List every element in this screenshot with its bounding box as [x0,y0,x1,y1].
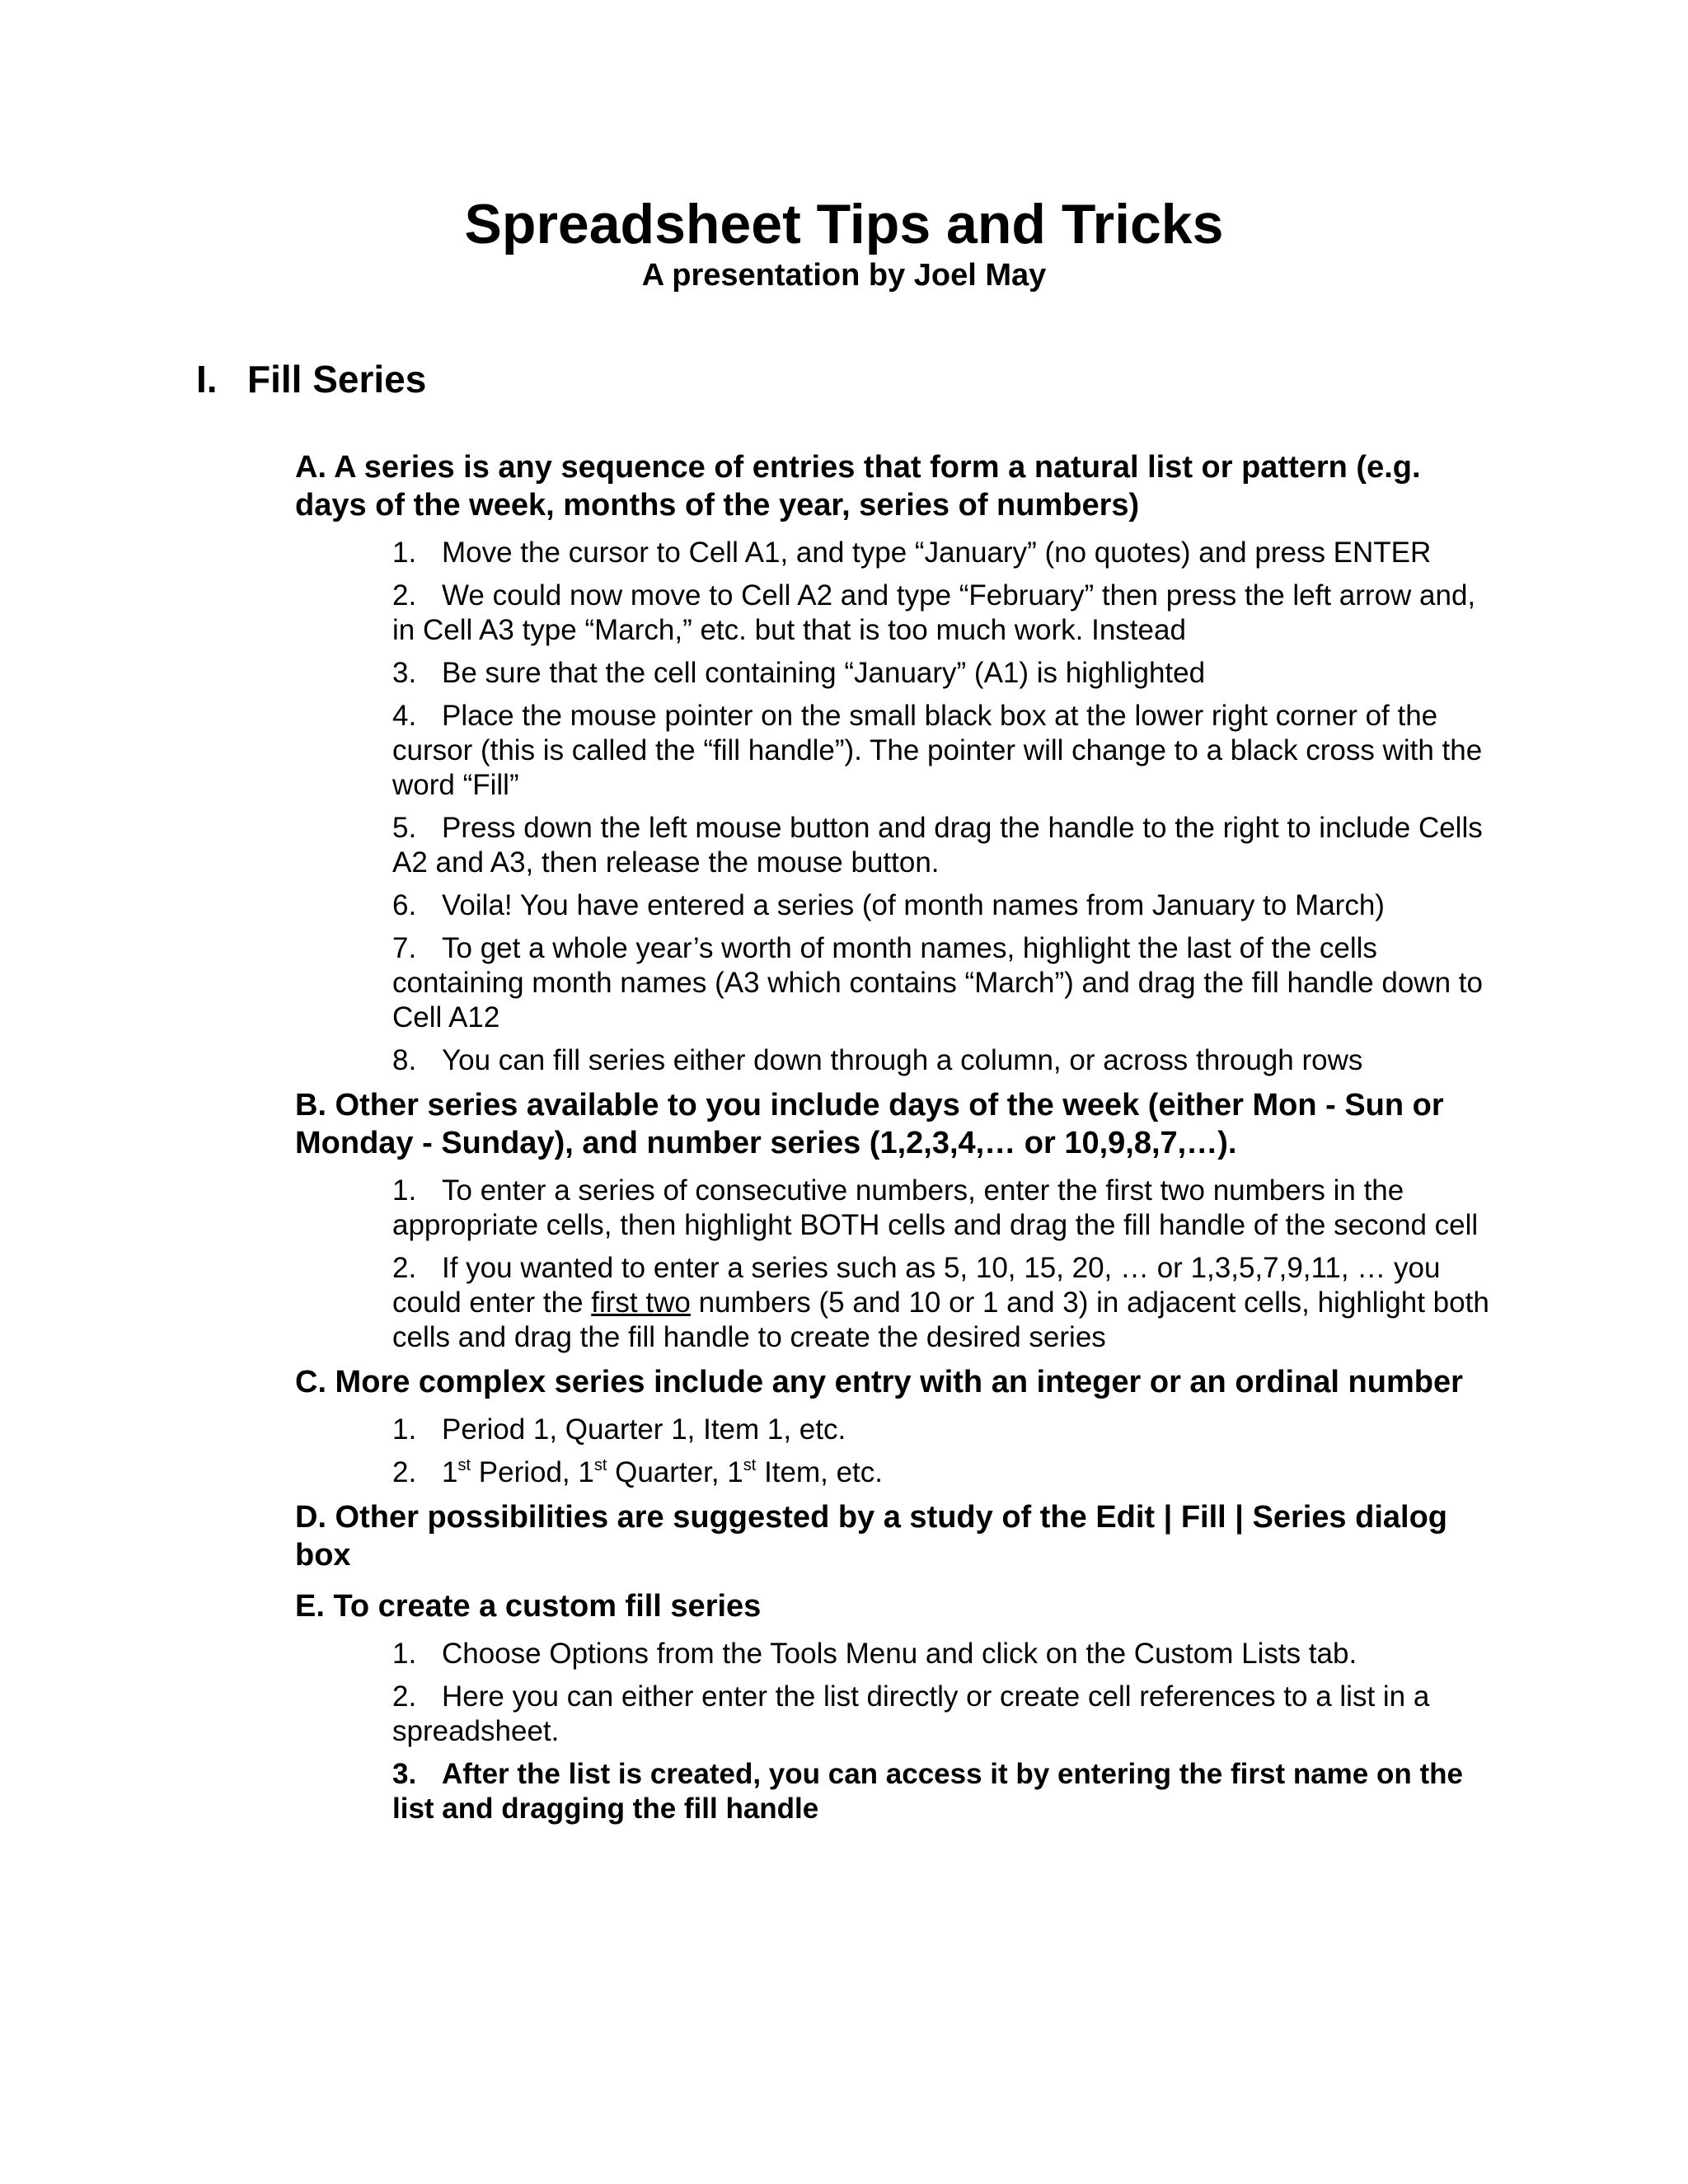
subsection-e-heading: E. To create a custom fill series [295,1589,762,1624]
list-item-text: 1 [442,1456,458,1488]
list-item [392,1757,1490,1826]
list-item-number: 1. [392,1174,417,1207]
list-item-text: Item, etc. [756,1456,883,1488]
list-item-number: 1. [392,1413,417,1446]
list-item-number: 3. [392,657,417,689]
list-item-text: Period 1, Quarter 1, Item 1, etc. [442,1413,846,1446]
list-item [392,811,1490,880]
list-item-text: Voila! You have entered a series (of month names from January to March) [442,889,1385,921]
list-item-number: 4. [392,700,417,732]
list-item-number: 2. [392,1456,417,1488]
list-item-text: Here you can either enter the list directly or create cell references to a list in a spreadsheet. [392,1680,1430,1747]
list-item [392,1251,1490,1355]
list-item [392,1637,1490,1671]
list-item-number: 2. [392,1680,417,1713]
list-item [392,1174,1490,1243]
subsection-c-list [295,1413,1490,1490]
section-label: Fill Series [247,358,427,401]
list-item [392,1043,1490,1078]
section-heading [196,356,426,402]
subsection-d-heading: D. Other possibilities are suggested by a study of the Edit | Fill | Series dialog box [295,1500,1448,1572]
list-item-text: To get a whole year’s worth of month names, highlight the last of the cells containing month names (A3 which contains “March”) and drag the fill handle down to Cell A12 [392,932,1483,1033]
list-item-text: Place the mouse pointer on the small black box at the lower right corner of the cursor (this is called the “fill handle”). The pointer will change to a black cross with the word “Fill” [392,700,1483,801]
list-item-text: Quarter, 1 [607,1456,743,1488]
ordinal-suffix: st [593,1456,607,1474]
list-item-number: 2. [392,579,417,612]
subsection-a-heading: A. A series is any sequence of entries that form a natural list or pattern (e.g. days of the week, months of the year, series of numbers) [295,450,1421,523]
list-item-text: Period, 1 [471,1456,594,1488]
list-item-number: 1. [392,537,417,569]
list-item-number: 6. [392,889,417,921]
list-item-text: You can fill series either down through a column, or across through rows [442,1044,1363,1076]
list-item-text: Move the cursor to Cell A1, and type “January” (no quotes) and press ENTER [442,537,1432,569]
list-item-text: After the list is created, you can access it by entering the first name on the list and dragging the fill handle [392,1758,1463,1825]
subsection-b-list [295,1174,1490,1355]
section-content [295,448,1490,1835]
list-item-text: numbers (5 and 10 or 1 and 3) in adjacent cells, highlight both cells and drag the fill handle to create the desired series [392,1286,1489,1353]
list-item-text: If you wanted to enter a series such as 5, 10, 15, 20, … or 1,3,5,7,9,11, … you could enter the [392,1252,1441,1319]
list-item-number: 3. [392,1758,417,1790]
underlined-text: first two [591,1286,691,1319]
list-item [392,579,1490,648]
list-item-text: Be sure that the cell containing “January” (A1) is highlighted [442,657,1206,689]
subsection-b-heading: B. Other series available to you include days of the week (either Mon - Sun or Monday - Sunday), and number series (1,2,3,4,… or 10,9,8,7,…). [295,1088,1444,1160]
list-item [392,1413,1490,1447]
list-item [392,536,1490,570]
list-item-number: 7. [392,932,417,964]
subsection-a-list [295,536,1490,1078]
list-item [392,888,1490,923]
page-subtitle: A presentation by Joel May [641,258,1047,293]
page-title: Spreadsheet Tips and Tricks [464,193,1224,255]
list-item [392,1455,1490,1490]
list-item [392,699,1490,803]
list-item-number: 2. [392,1252,417,1284]
section-number: I. [196,358,218,401]
list-item-number: 1. [392,1638,417,1670]
list-item [392,1680,1490,1749]
list-item [392,656,1490,691]
ordinal-suffix: st [743,1456,757,1474]
subsection-e-list [295,1637,1490,1826]
subsection-c-heading: C. More complex series include any entry with an integer or an ordinal number [295,1365,1463,1399]
list-item-number: 5. [392,812,417,844]
list-item [392,931,1490,1035]
ordinal-suffix: st [457,1456,471,1474]
list-item-text: Choose Options from the Tools Menu and click on the Custom Lists tab. [442,1638,1357,1670]
list-item-text: We could now move to Cell A2 and type “February” then press the left arrow and, in Cell A3 type “March,” etc. but that is too much work. Instead [392,579,1476,646]
list-item-number: 8. [392,1044,417,1076]
list-item-text: Press down the left mouse button and drag the handle to the right to include Cells A2 and A3, then release the mouse button. [392,812,1483,879]
list-item-text: To enter a series of consecutive numbers, enter the first two numbers in the appropriate cells, then highlight BOTH cells and drag the fill handle of the second cell [392,1174,1479,1241]
